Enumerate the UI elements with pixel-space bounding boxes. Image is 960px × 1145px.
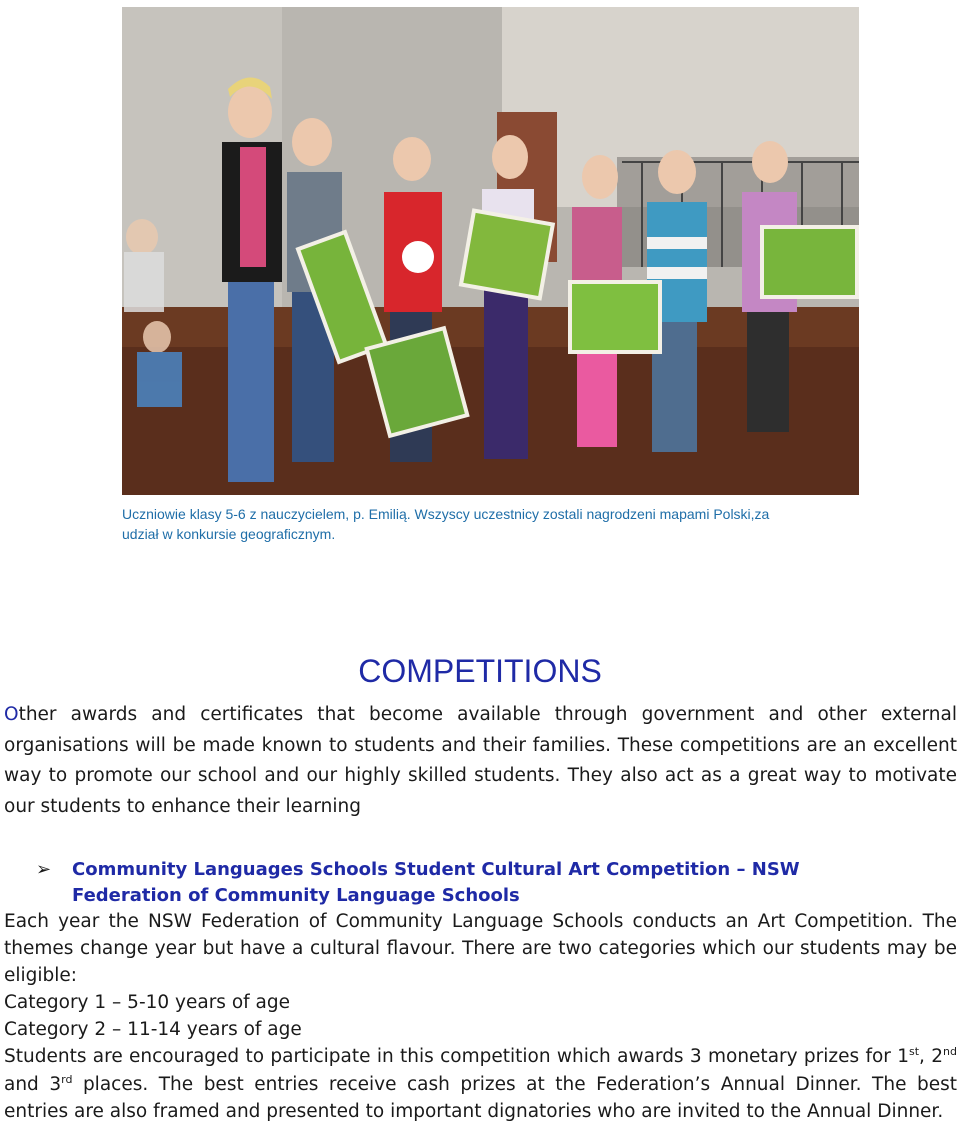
arrow-bullet-icon: ➢	[36, 859, 52, 880]
prizes-text-d: places. The best entries receive cash prizes at the Federation’s Annual Dinner. The best entries are also framed and presented to important dignatories who are invited to the Annual Dinner.	[4, 1073, 957, 1122]
group-photo	[122, 7, 859, 495]
intro-paragraph	[4, 700, 957, 822]
page-title: COMPETITIONS	[358, 653, 602, 689]
caption-line-1: Uczniowie klasy 5-6 z nauczycielem, p. Emilią. Wszyscy uczestnicy zostali nagrodzeni mapami Polski,za	[122, 506, 770, 522]
intro-text: ther awards and certificates that become available through government and other external organisations will be made known to students and their families. These competitions are an excellent way to promote our school and our highly skilled students. They also act as a great way to motivate our students to enhance their learning	[4, 704, 957, 817]
prizes-text-c: and 3	[4, 1073, 62, 1095]
competition-description: Each year the NSW Federation of Community Language Schools conducts an Art Competition. The themes change year but have a cultural flavour. There are two categories which our students may be eligible:	[4, 911, 957, 987]
intro-first-letter: O	[4, 704, 19, 725]
competition-title: Community Languages Schools Student Cultural Art Competition – NSW Federation of Community Language Schools	[72, 859, 800, 906]
caption-line-2: udział w konkursie geograficznym.	[122, 526, 336, 542]
category-1: Category 1 – 5-10 years of age	[4, 992, 291, 1014]
sup-st: st	[909, 1045, 920, 1059]
prizes-text-a: Students are encouraged to participate in this competition which awards 3 monetary prizes for 1	[4, 1046, 909, 1068]
photo-illustration	[122, 7, 859, 495]
prizes-paragraph	[4, 1043, 957, 1124]
competition-bullet	[36, 857, 910, 909]
category-2: Category 2 – 11-14 years of age	[4, 1019, 302, 1041]
prizes-text-b: , 2	[919, 1046, 944, 1068]
competition-body	[4, 908, 957, 1125]
sup-rd: rd	[61, 1072, 73, 1086]
sup-nd: nd	[943, 1045, 957, 1059]
photo-caption	[122, 504, 862, 544]
